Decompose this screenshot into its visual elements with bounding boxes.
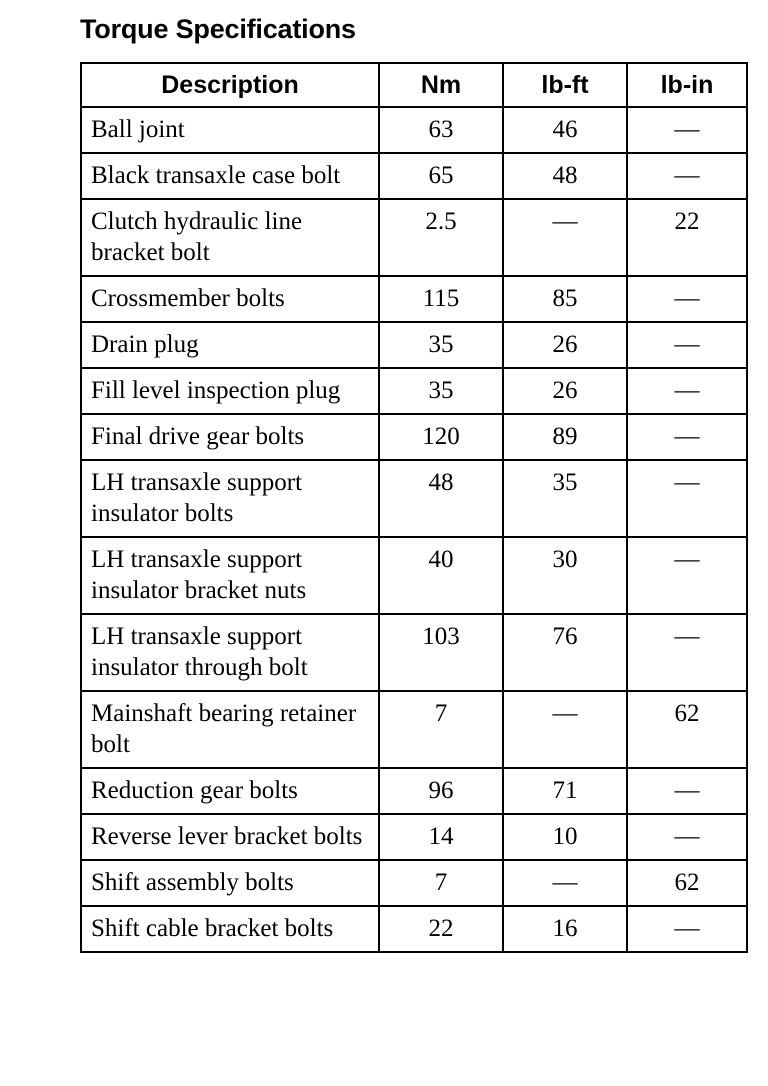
table-row <box>81 614 747 691</box>
cell-lb-ft: 89 <box>503 414 627 460</box>
cell-lb-ft: 85 <box>503 276 627 322</box>
cell-description: Reduction gear bolts <box>81 768 379 814</box>
cell-lb-in: 62 <box>627 860 747 906</box>
cell-description: Drain plug <box>81 322 379 368</box>
column-header-description: Description <box>81 63 379 107</box>
cell-description: Final drive gear bolts <box>81 414 379 460</box>
cell-description: Shift cable bracket bolts <box>81 906 379 952</box>
cell-lb-in: — <box>627 537 747 614</box>
cell-lb-ft: 16 <box>503 906 627 952</box>
cell-nm: 48 <box>379 460 503 537</box>
column-header-lb-ft: lb-ft <box>503 63 627 107</box>
cell-lb-ft: 35 <box>503 460 627 537</box>
column-header-lb-in: lb-in <box>627 63 747 107</box>
cell-description: LH transaxle support insulator bracket nuts <box>81 537 379 614</box>
torque-spec-table <box>80 62 748 953</box>
table-row <box>81 860 747 906</box>
cell-nm: 65 <box>379 153 503 199</box>
cell-lb-in: — <box>627 814 747 860</box>
cell-lb-ft: 76 <box>503 614 627 691</box>
cell-description: LH transaxle support insulator bolts <box>81 460 379 537</box>
table-row <box>81 537 747 614</box>
cell-lb-ft: 71 <box>503 768 627 814</box>
cell-nm: 7 <box>379 691 503 768</box>
cell-lb-in: 22 <box>627 199 747 276</box>
table-row <box>81 276 747 322</box>
table-row <box>81 107 747 153</box>
table-row <box>81 768 747 814</box>
cell-lb-in: — <box>627 153 747 199</box>
table-row <box>81 814 747 860</box>
cell-lb-ft: 26 <box>503 322 627 368</box>
cell-description: Shift assembly bolts <box>81 860 379 906</box>
cell-lb-in: — <box>627 768 747 814</box>
cell-lb-in: — <box>627 322 747 368</box>
table-row <box>81 199 747 276</box>
cell-lb-in: — <box>627 368 747 414</box>
cell-nm: 22 <box>379 906 503 952</box>
table-row <box>81 414 747 460</box>
cell-lb-in: 62 <box>627 691 747 768</box>
cell-lb-ft: 46 <box>503 107 627 153</box>
cell-description: LH transaxle support insulator through bolt <box>81 614 379 691</box>
table-header-row <box>81 63 747 107</box>
cell-description: Black transaxle case bolt <box>81 153 379 199</box>
table-row <box>81 368 747 414</box>
cell-nm: 7 <box>379 860 503 906</box>
cell-lb-in: — <box>627 906 747 952</box>
cell-lb-in: — <box>627 107 747 153</box>
cell-lb-in: — <box>627 614 747 691</box>
cell-description: Mainshaft bearing retainer bolt <box>81 691 379 768</box>
cell-description: Reverse lever bracket bolts <box>81 814 379 860</box>
cell-lb-ft: 26 <box>503 368 627 414</box>
cell-nm: 2.5 <box>379 199 503 276</box>
table-row <box>81 691 747 768</box>
cell-lb-ft: — <box>503 860 627 906</box>
cell-description: Crossmember bolts <box>81 276 379 322</box>
cell-description: Fill level inspection plug <box>81 368 379 414</box>
cell-nm: 120 <box>379 414 503 460</box>
cell-lb-in: — <box>627 460 747 537</box>
cell-nm: 40 <box>379 537 503 614</box>
cell-description: Clutch hydraulic line bracket bolt <box>81 199 379 276</box>
cell-lb-ft: — <box>503 199 627 276</box>
cell-lb-ft: 10 <box>503 814 627 860</box>
table-row <box>81 322 747 368</box>
column-header-nm: Nm <box>379 63 503 107</box>
cell-lb-ft: — <box>503 691 627 768</box>
cell-nm: 14 <box>379 814 503 860</box>
cell-nm: 35 <box>379 368 503 414</box>
table-row <box>81 906 747 952</box>
cell-lb-ft: 48 <box>503 153 627 199</box>
cell-description: Ball joint <box>81 107 379 153</box>
cell-nm: 115 <box>379 276 503 322</box>
cell-lb-in: — <box>627 276 747 322</box>
cell-nm: 103 <box>379 614 503 691</box>
cell-lb-ft: 30 <box>503 537 627 614</box>
cell-lb-in: — <box>627 414 747 460</box>
table-row <box>81 153 747 199</box>
page-title: Torque Specifications <box>80 14 356 44</box>
cell-nm: 63 <box>379 107 503 153</box>
table-row <box>81 460 747 537</box>
cell-nm: 96 <box>379 768 503 814</box>
cell-nm: 35 <box>379 322 503 368</box>
